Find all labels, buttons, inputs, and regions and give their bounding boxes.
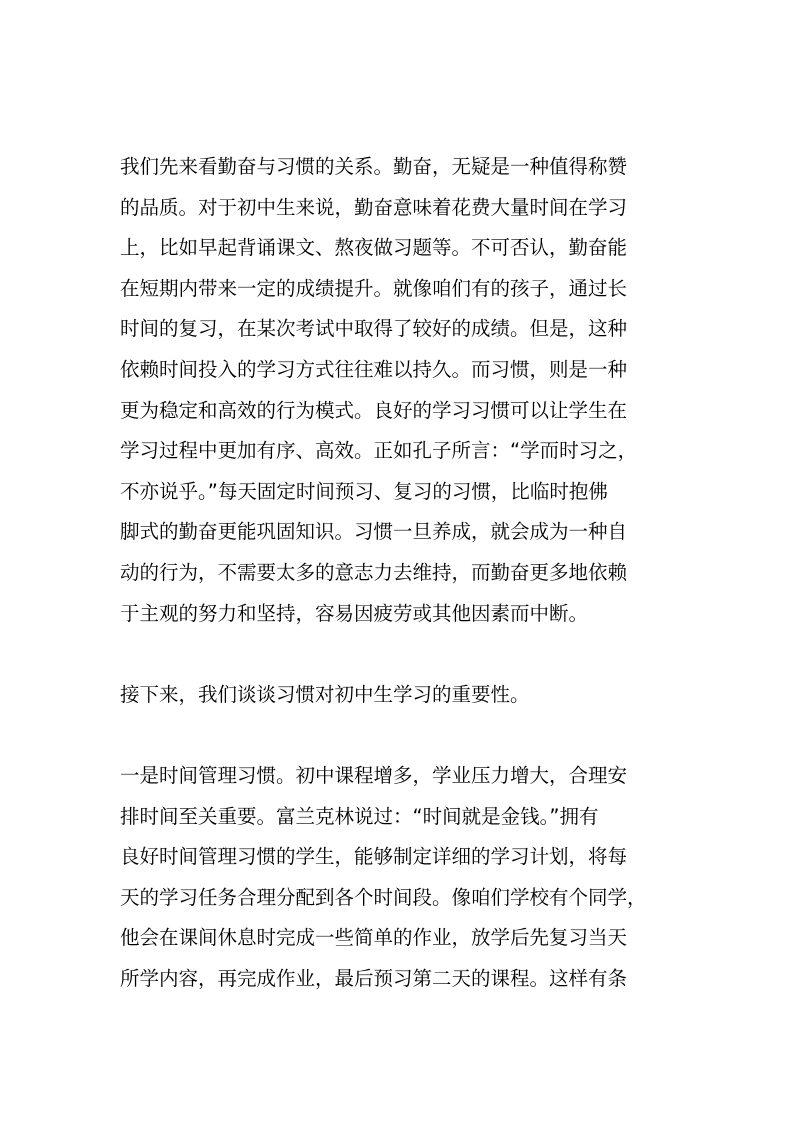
text-line: 我们先来看勤奋与习惯的关系。勤奋，无疑是一种值得称赞 [120, 155, 628, 178]
text-line: 的品质。对于初中生来说，勤奋意味着花费大量时间在学习 [120, 195, 628, 219]
text-line: 学习过程中更加有序、高效。正如孔子所言：“学而时习之， [120, 439, 638, 463]
text-line: 于主观的努力和坚持，容易因疲劳或其他因素而中断。 [120, 601, 589, 625]
text-line: 上，比如早起背诵课文、熬夜做习题等。不可否认，勤奋能 [120, 236, 628, 260]
text-line: 他会在课间休息时完成一些简单的作业，放学后先复习当天 [120, 926, 628, 950]
paragraph-spacer [120, 715, 690, 756]
text-line: 排时间至关重要。富兰克林说过：“时间就是金钱。”拥有 [120, 804, 599, 828]
text-line: 在短期内带来一定的成绩提升。就像咱们有的孩子，通过长 [120, 276, 628, 300]
text-line: 更为稳定和高效的行为模式。良好的学习习惯可以让学生在 [120, 398, 628, 422]
text-line: 不亦说乎。”每天固定时间预习、复习的习惯，比临时抱佛 [120, 479, 608, 503]
paragraph-time-management [120, 756, 690, 1000]
text-line: 良好时间管理习惯的学生，能够制定详细的学习计划，将每 [120, 845, 628, 869]
text-line: 依赖时间投入的学习方式往往难以持久。而习惯，则是一种 [120, 357, 628, 381]
text-line: 动的行为，不需要太多的意志力去维持，而勤奋更多地依赖 [120, 560, 628, 584]
paragraph-importance-intro [120, 675, 690, 716]
text-line: 所学内容，再完成作业，最后预习第二天的课程。这样有条 [120, 966, 628, 990]
text-line: 一是时间管理习惯。初中课程增多，学业压力增大，合理安 [120, 763, 628, 787]
document-body [120, 147, 690, 999]
text-line: 脚式的勤奋更能巩固知识。习惯一旦养成，就会成为一种自 [120, 520, 628, 544]
paragraph-spacer [120, 634, 690, 675]
paragraph-diligence-vs-habit [120, 147, 690, 634]
text-line: 天的学习任务合理分配到各个时间段。像咱们学校有个同学， [120, 885, 647, 909]
text-line: 时间的复习，在某次考试中取得了较好的成绩。但是，这种 [120, 317, 628, 341]
text-line: 接下来，我们谈谈习惯对初中生学习的重要性。 [120, 682, 530, 706]
